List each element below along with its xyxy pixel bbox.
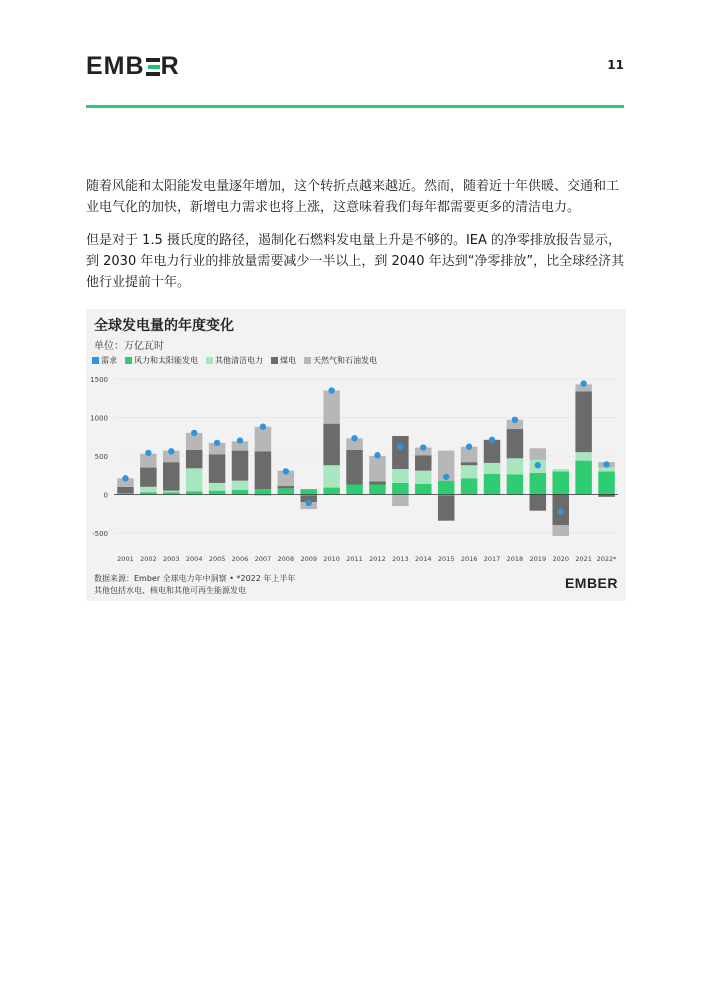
demand-point (420, 444, 426, 450)
bar-segment (346, 484, 362, 494)
legend-label: 其他清洁电力 (215, 356, 263, 365)
demand-point (306, 500, 312, 506)
bar-segment (255, 451, 271, 489)
demand-point (351, 435, 357, 441)
demand-point (489, 437, 495, 443)
demand-point (168, 448, 174, 454)
x-tick-label: 2011 (346, 555, 363, 563)
bar-segment (598, 471, 614, 494)
bar-segment (598, 468, 614, 472)
bar-segment (415, 455, 431, 470)
demand-point (145, 450, 151, 456)
demand-point (466, 444, 472, 450)
bar-segment (140, 487, 156, 492)
demand-point (237, 437, 243, 443)
demand-point (214, 440, 220, 446)
bar-segment (415, 471, 431, 484)
chart-panel (86, 309, 626, 601)
demand-point (191, 430, 197, 436)
bar-segment (530, 448, 546, 460)
annual-change-chart (86, 309, 626, 569)
page-number: 11 (607, 58, 624, 72)
y-tick-label: 1500 (90, 376, 108, 384)
legend-label: 风力和太阳能发电 (134, 356, 198, 365)
chart-source-line-2: 其他包括水电、核电和其他可再生能源发电 (94, 586, 246, 595)
bar-segment (575, 452, 591, 460)
bar-segment (552, 469, 568, 471)
y-tick-label: 0 (103, 491, 108, 500)
bar-segment (461, 478, 477, 494)
chart-unit: 单位：万亿瓦时 (94, 341, 164, 352)
bar-segment (209, 483, 225, 491)
bar-segment (369, 481, 385, 484)
bar-segment (415, 484, 431, 495)
logo-text-r: R (160, 52, 180, 80)
x-tick-label: 2017 (483, 555, 501, 563)
bar-segment (575, 461, 591, 495)
y-tick-label: -500 (92, 530, 108, 538)
demand-point (374, 452, 380, 458)
legend-label: 煤电 (280, 356, 296, 365)
legend-label: 天然气和石油发电 (313, 356, 377, 365)
x-tick-label: 2006 (231, 555, 249, 563)
x-tick-label: 2005 (208, 555, 226, 563)
x-tick-label: 2013 (392, 555, 409, 563)
bar-segment (278, 486, 294, 488)
demand-point (283, 468, 289, 474)
bar-segment (484, 463, 500, 474)
chart-title: 全球发电量的年度变化 (94, 318, 234, 334)
bar-segment (186, 491, 202, 494)
demand-point (328, 387, 334, 393)
bar-segment (323, 424, 339, 466)
x-tick-label: 2018 (506, 555, 524, 563)
bar-segment (163, 462, 179, 490)
x-tick-label: 2021 (575, 555, 592, 563)
bar-segment (461, 462, 477, 465)
bar-segment (507, 458, 523, 474)
bar-segment (507, 429, 523, 458)
chart-ember-logo: EMBER (564, 575, 618, 591)
bar-segment (575, 391, 591, 452)
bar-segment (438, 495, 454, 520)
bar-segment (530, 473, 546, 495)
bar-segment (530, 495, 546, 511)
bar-segment (323, 488, 339, 495)
y-tick-label: 1000 (90, 414, 108, 423)
x-tick-label: 2022* (596, 555, 617, 563)
chart-source (94, 573, 295, 597)
bar-segment (278, 488, 294, 494)
x-tick-label: 2010 (323, 555, 340, 563)
bar-segment (461, 465, 477, 478)
logo-text-em: EMB (86, 52, 145, 80)
bar-segment (552, 471, 568, 494)
bar-segment (232, 490, 248, 495)
bar-segment (209, 454, 225, 482)
x-tick-label: 2009 (300, 555, 318, 563)
bar-segment (140, 468, 156, 487)
demand-point (260, 424, 266, 430)
bar-segment (255, 489, 271, 494)
demand-point (603, 461, 609, 467)
demand-point (512, 417, 518, 423)
demand-point (558, 508, 564, 514)
logo-e-mark-icon (146, 58, 160, 76)
paragraph-2: 但是对于 1.5 摄氏度的路径，遏制化石燃料发电量上升是不够的。IEA 的净零排放报告显示，到 2030 年电力行业的排放量需要减少一半以上，到 2040 年达到“净零排放”，比全球经济其他行业提前十年。 (86, 233, 625, 290)
bar-segment (163, 491, 179, 493)
bar-segment (369, 484, 385, 494)
bar-segment (392, 495, 408, 507)
bar-segment (392, 436, 408, 469)
bar-segment (232, 451, 248, 481)
demand-point (443, 474, 449, 480)
bar-segment (392, 469, 408, 483)
demand-point (122, 475, 128, 481)
bar-segment (484, 440, 500, 463)
x-tick-label: 2019 (529, 555, 547, 563)
bar-segment (117, 487, 133, 493)
x-tick-label: 2016 (460, 555, 478, 563)
bar-segment (232, 481, 248, 490)
x-tick-label: 2014 (414, 555, 432, 563)
demand-point (535, 462, 541, 468)
ember-logo (86, 52, 180, 81)
bar-segment (484, 474, 500, 495)
bar-segment (323, 465, 339, 487)
bar-segment (323, 391, 339, 424)
x-tick-label: 2020 (552, 555, 570, 563)
bar-segment (186, 450, 202, 468)
bar-segment (209, 491, 225, 495)
bar-segment (255, 427, 271, 452)
bar-segment (552, 525, 568, 536)
x-tick-label: 2004 (185, 555, 203, 563)
demand-point (580, 380, 586, 386)
demand-point (397, 444, 403, 450)
header-rule (86, 105, 624, 108)
bar-segment (186, 468, 202, 491)
x-tick-label: 2001 (117, 555, 134, 563)
x-tick-label: 2003 (162, 555, 180, 563)
y-tick-label: 500 (94, 453, 108, 461)
legend-label: 需求 (101, 356, 117, 365)
bar-segment (346, 450, 362, 485)
bar-segment (300, 489, 316, 494)
bar-segment (507, 474, 523, 494)
chart-source-line-1: 数据来源：Ember 全球电力年中洞察 • *2022 年上半年 (94, 574, 296, 583)
bar-segment (438, 481, 454, 495)
x-tick-label: 2015 (437, 555, 455, 563)
x-tick-label: 2002 (140, 555, 157, 563)
x-tick-label: 2012 (369, 555, 386, 563)
x-tick-label: 2008 (277, 555, 295, 563)
bar-segment (392, 483, 408, 495)
bar-segment (369, 456, 385, 481)
paragraph-1: 随着风能和太阳能发电量逐年增加，这个转折点越来越近。然而，随着近十年供暖、交通和工业电气化的加快，新增电力需求也将上涨，这意味着我们每年都需要更多的清洁电力。 (86, 179, 620, 215)
x-tick-label: 2007 (254, 555, 272, 563)
